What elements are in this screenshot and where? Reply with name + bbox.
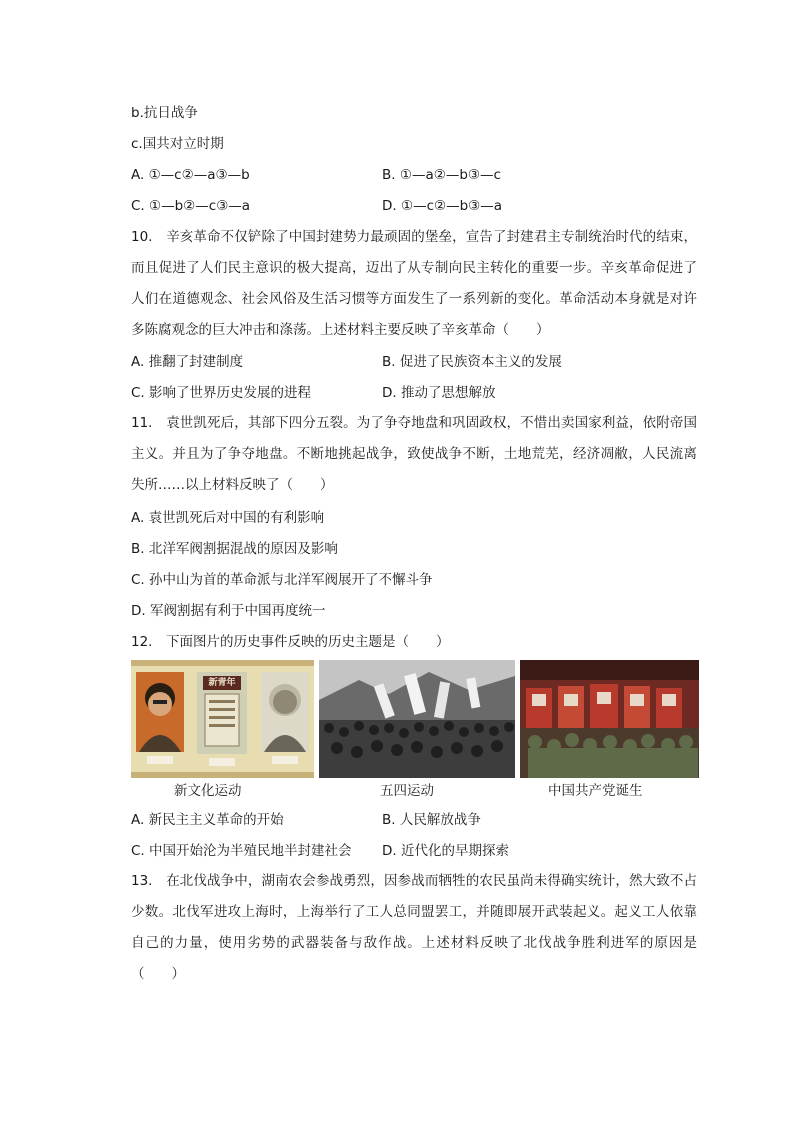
q12-option-a: A. 新民主主义革命的开始 — [131, 812, 284, 828]
q11-option-d: D. 军阀割据有利于中国再度统一 — [131, 603, 326, 619]
q13-stem: 13. 在北伐战争中，湖南农会参战勇烈，因参战而牺牲的农民虽尚未得确实统计，然大致不占少数。北伐军进攻上海时，上海举行了工人总同盟罢工，并随即展开武装起义。起义工人依靠自己的力量，使用劣势的武器装备与敌作战。上述材料反映了北伐战争胜利进军的原因是（ ） — [131, 873, 697, 982]
q11-option-b: B. 北洋军阀割据混战的原因及影响 — [131, 541, 338, 557]
item-c: c.国共对立时期 — [131, 136, 224, 152]
q9-option-a: A. ①—c②—a③—b — [131, 167, 250, 183]
q11-stem: 11. 袁世凯死后，其部下四分五裂。为了争夺地盘和巩固政权，不惜出卖国家利益，依附帝国主义。并且为了争夺地盘。不断地挑起战争，致使战争不断，土地荒芜，经济凋敝，人民流离失所……以上材料反映了（ ） — [131, 415, 697, 493]
q12-option-c: C. 中国开始沦为半殖民地半封建社会 — [131, 843, 352, 859]
magazine-title: 新青年 — [208, 678, 236, 688]
caption-cpc-founding: 中国共产党诞生 — [548, 783, 643, 799]
cpc-founding-image — [520, 660, 699, 778]
item-b: b.抗日战争 — [131, 105, 198, 121]
q10-option-a: A. 推翻了封建制度 — [131, 354, 244, 370]
q12-option-b: B. 人民解放战争 — [382, 812, 481, 828]
q11-option-a: A. 袁世凯死后对中国的有利影响 — [131, 510, 325, 526]
q12-option-d: D. 近代化的早期探索 — [382, 843, 509, 859]
q10-option-c: C. 影响了世界历史发展的进程 — [131, 385, 312, 401]
q12-figure-row — [131, 660, 699, 800]
caption-may-fourth: 五四运动 — [380, 783, 434, 799]
new-culture-movement-image — [131, 660, 314, 778]
may-fourth-movement-image — [319, 660, 515, 778]
q10-option-b: B. 促进了民族资本主义的发展 — [382, 354, 562, 370]
q11-option-c: C. 孙中山为首的革命派与北洋军阀展开了不懈斗争 — [131, 572, 433, 588]
caption-new-culture: 新文化运动 — [174, 783, 242, 799]
q9-option-d: D. ①—c②—b③—a — [382, 198, 503, 214]
q12-stem: 12. 下面图片的历史事件反映的历史主题是（ ） — [131, 634, 450, 650]
q10-option-d: D. 推动了思想解放 — [382, 385, 496, 401]
q10-stem: 10. 辛亥革命不仅铲除了中国封建势力最顽固的堡垒，宣告了封建君主专制统治时代的结束，而且促进了人们民主意识的极大提高，迈出了从专制向民主转化的重要一步。辛亥革命促进了人们在道德观念、社会风俗及生活习惯等方面发生了一系列新的变化。革命活动本身就是对许多陈腐观念的巨大冲击和涤荡。上述材料主要反映了辛亥革命（ ） — [131, 229, 697, 338]
q9-option-c: C. ①—b②—c③—a — [131, 198, 251, 214]
q9-option-b: B. ①—a②—b③—c — [382, 167, 501, 183]
